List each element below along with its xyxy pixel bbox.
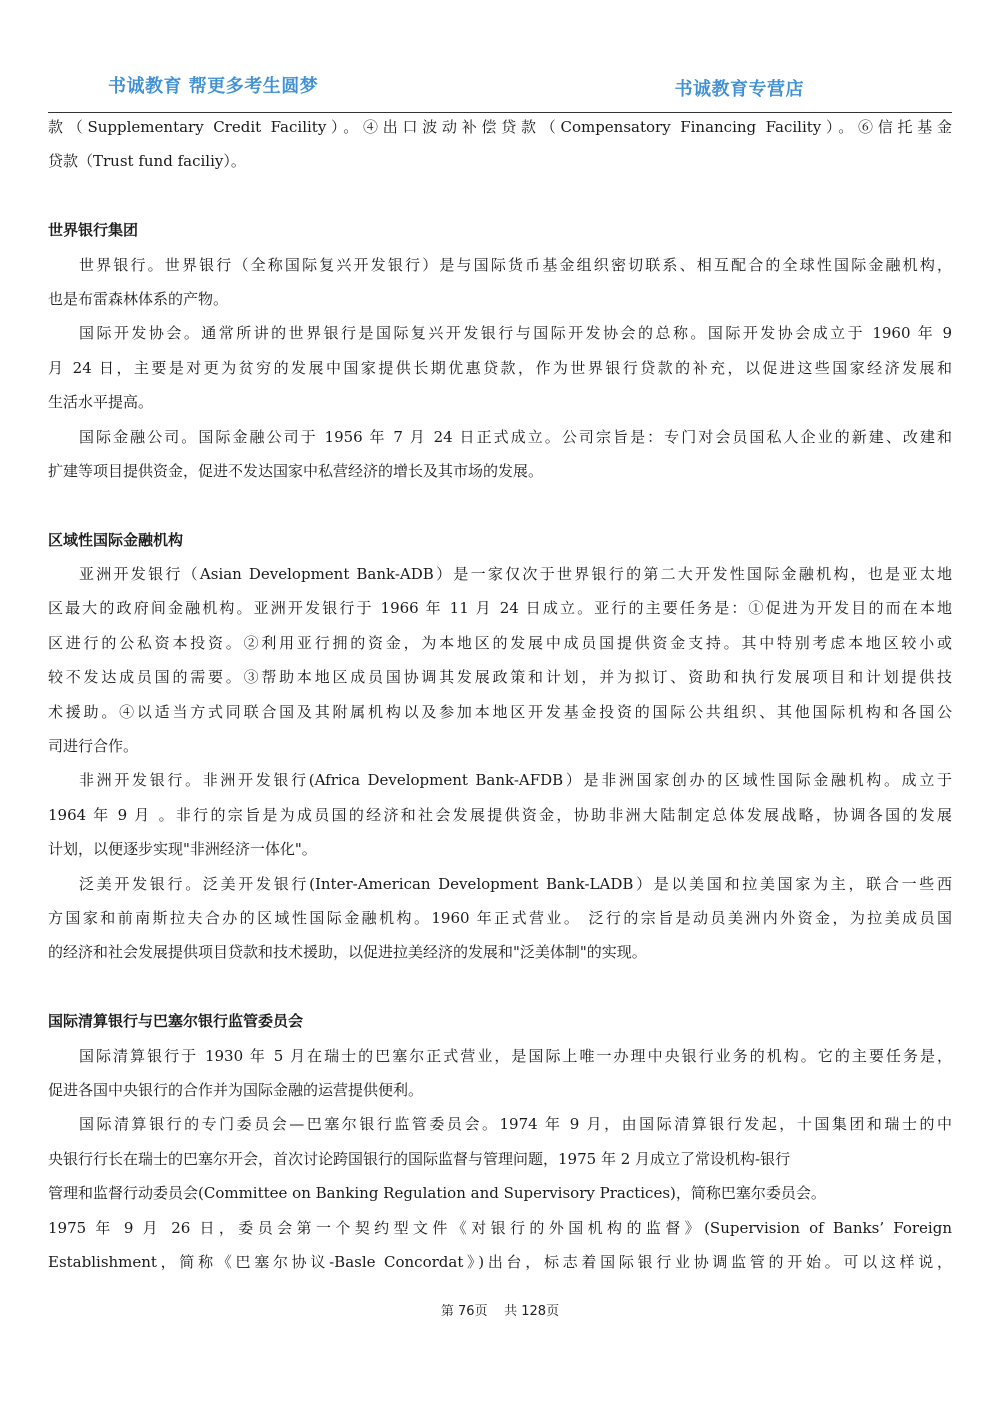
blank-line (48, 488, 952, 522)
section-heading: 国际清算银行与巴塞尔银行监管委员会 (48, 1012, 304, 1031)
text-line: 国际清算银行于 1930 年 5 月在瑞士的巴塞尔正式营业，是国际上唯一办理中央银行业务的机构。它的主要任务是， (79, 1046, 952, 1065)
footer-prefix: 第 (440, 1304, 459, 1319)
header-store-name: 书诚教育专营店 (674, 79, 804, 100)
text-line: 国际开发协会。通常所讲的世界银行是国际复兴开发银行与国际开发协会的总称。国际开发协会成立于 1960 年 9 (79, 324, 952, 343)
section-heading: 世界银行集团 (48, 221, 139, 240)
text-line: 世界银行。世界银行（全称国际复兴开发银行）是与国际货币基金组织密切联系、相互配合的全球性国际金融机构， (79, 255, 952, 274)
document-body (48, 110, 952, 1279)
header-slogan: 书诚教育 帮更多考生圆梦 (108, 76, 319, 97)
footer-total-pages: 128 (521, 1304, 547, 1319)
text-line: 1964 年 9 月 。非行的宗旨是为成员国的经济和社会发展提供资金，协助非洲大陆制定总体发展战略，协调各国的发展 (48, 805, 952, 824)
text-line: 也是布雷森林体系的产物。 (48, 289, 229, 308)
text-line: 月 24 日，主要是对更为贫穷的发展中国家提供长期优惠贷款，作为世界银行贷款的补充，以促进这些国家经济发展和 (48, 358, 952, 377)
blank-line (48, 970, 952, 1004)
page-footer (0, 1300, 1000, 1319)
text-line: 国际金融公司。国际金融公司于 1956 年 7 月 24 日正式成立。公司宗旨是：专门对会员国私人企业的新建、改建和 (79, 427, 952, 446)
text-line: 司进行合作。 (48, 737, 139, 756)
text-line: 较不发达成员国的需要。③帮助本地区成员国协调其发展政策和计划，并为拟订、资助和执行发展项目和计划提供技 (48, 668, 952, 687)
page-header (48, 66, 952, 113)
text-line: 贷款（Trust fund faciliy）。 (48, 152, 246, 171)
text-line: 亚洲开发银行（Asian Development Bank-ADB）是一家仅次于世界银行的第二大开发性国际金融机构，也是亚太地 (79, 565, 952, 584)
text-line: 扩建等项目提供资金，促进不发达国家中私营经济的增长及其市场的发展。 (48, 461, 544, 480)
footer-suffix: 页 (546, 1304, 560, 1319)
text-line: 生活水平提高。 (48, 393, 154, 412)
section-heading: 区域性国际金融机构 (48, 530, 184, 549)
text-line: 1975 年 9 月 26 日，委员会第一个契约型文件《对银行的外国机构的监督》(Supervision of Banks’ Foreign (48, 1218, 952, 1237)
text-line: 区最大的政府间金融机构。亚洲开发银行于 1966 年 11 月 24 日成立。亚行的主要任务是：①促进为开发目的而在本地 (48, 599, 952, 618)
text-line: 非洲开发银行。非洲开发银行(Africa Development Bank-AFDB）是非洲国家创办的区域性国际金融机构。成立于 (79, 771, 952, 790)
text-line: 计划，以便逐步实现"非洲经济一体化"。 (48, 840, 317, 859)
text-line: 区进行的公私资本投资。②利用亚行拥的资金，为本地区的发展中成员国提供资金支持。其中特别考虑本地区较小或 (48, 633, 952, 652)
text-line: 款（Supplementary Credit Facility）。④出口波动补偿贷款（Compensatory Financing Facility）。⑥信托基金 (48, 118, 952, 136)
footer-middle: 页 共 (474, 1304, 522, 1319)
blank-line (48, 179, 952, 213)
text-line: 央银行行长在瑞士的巴塞尔开会，首次讨论跨国银行的国际监督与管理问题，1975 年 2 月成立了常设机构-银行 (48, 1149, 791, 1168)
text-line: 国际清算银行的专门委员会—巴塞尔银行监管委员会。1974 年 9 月，由国际清算银行发起，十国集团和瑞士的中 (79, 1115, 952, 1134)
text-line: 促进各国中央银行的合作并为国际金融的运营提供便利。 (48, 1080, 424, 1099)
text-line: Establishment，简称《巴塞尔协议-Basle Concordat》)出台，标志着国际银行业协调监管的开始。可以这样说， (48, 1252, 952, 1271)
footer-page-number: 76 (458, 1304, 475, 1319)
text-line: 泛美开发银行。泛美开发银行(Inter-American Development Bank-LADB）是以美国和拉美国家为主，联合一些西 (79, 874, 952, 893)
text-line: 管理和监督行动委员会(Committee on Banking Regulation and Supervisory Practices)，简称巴塞尔委员会。 (48, 1184, 826, 1203)
text-line: 的经济和社会发展提供项目贷款和技术援助，以促进拉美经济的发展和"泛美体制"的实现。 (48, 943, 647, 962)
text-line: 术援助。④以适当方式同联合国及其附属机构以及参加本地区开发基金投资的国际公共组织、其他国际机构和各国公 (48, 702, 952, 721)
text-line: 方国家和前南斯拉夫合办的区域性国际金融机构。1960 年正式营业。 泛行的宗旨是动员美洲内外资金，为拉美成员国 (48, 908, 952, 927)
